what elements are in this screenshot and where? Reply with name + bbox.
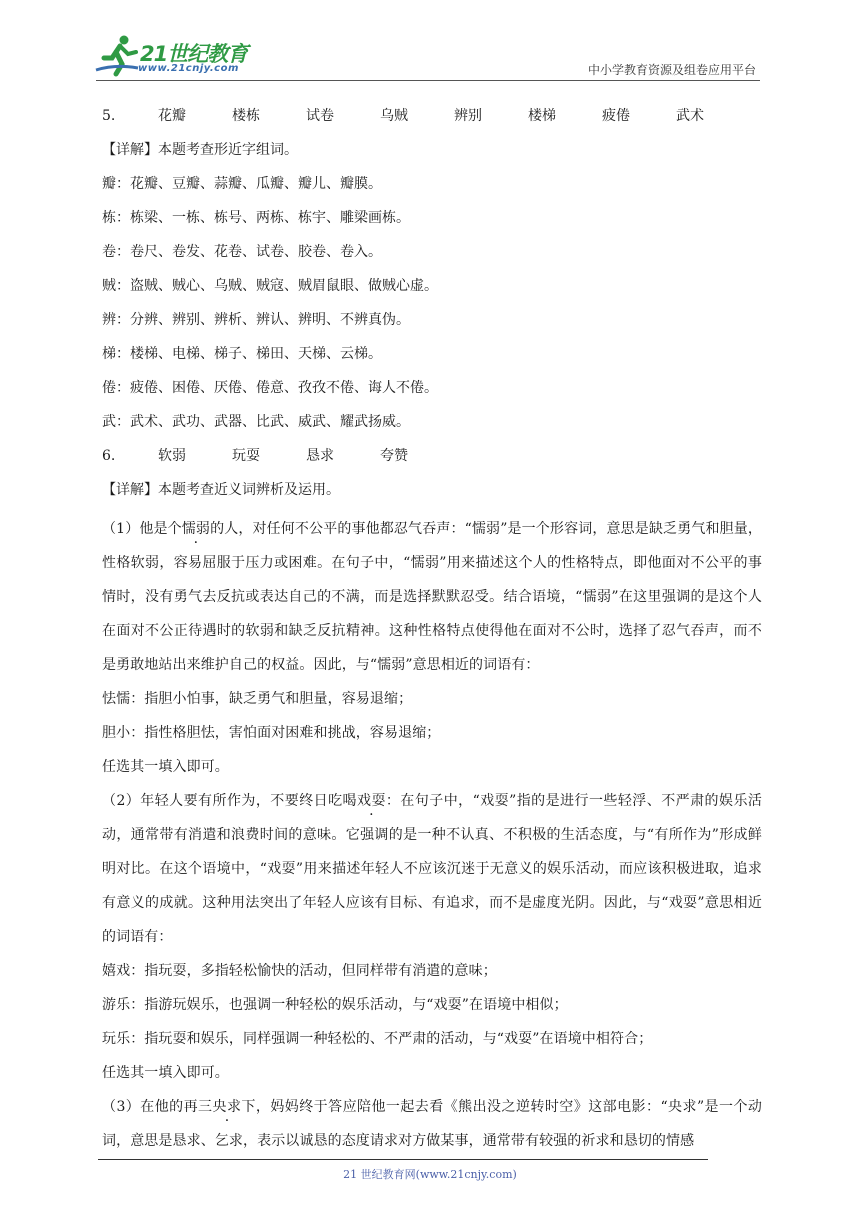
q6-detail: 【详解】本题考查近义词辨析及运用。	[102, 482, 340, 498]
page-footer: 21 世纪教育网(www.21cnjy.com)	[343, 1168, 517, 1181]
q6-word: 玩耍	[232, 448, 260, 464]
runner-icon	[94, 34, 142, 78]
q5-group: 瓣：花瓣、豆瓣、蒜瓣、瓜瓣、瓣儿、瓣膜。	[102, 176, 382, 192]
q6-explanation	[102, 512, 762, 1158]
q5-word: 乌贼	[380, 108, 408, 124]
q6-part3-paragraph	[102, 1090, 762, 1158]
platform-title: 中小学教育资源及组卷应用平台	[587, 63, 756, 77]
q6-part2-item: 游乐：指游玩娱乐，也强调一种轻松的娱乐活动，与“戏耍”在语境中相似；	[102, 997, 568, 1013]
q5-word: 试卷	[306, 108, 334, 124]
q5-number: 5.	[102, 108, 116, 124]
q6-part2-body: ：在句子中，“戏耍”指的是进行一些轻浮、不严肃的娱乐活动，通常带有消遣和浪费时间的意味。它强调的是一种不认真、不积极的生活态度，与“有所作为”形成鲜明对比。在这个语境中，“戏耍”用来描述年轻人不应该沉迷于无意义的娱乐活动，而应该积极进取，追求有意义的成就。这种用法突出了年轻人应该有目标、有追求，而不是虚度光阴。因此，与“戏耍”意思相近的词语有：	[102, 793, 762, 945]
q5-word: 疲倦	[602, 108, 630, 124]
answer-content	[102, 104, 762, 1158]
q6-part2-item: 任选其一填入即可。	[102, 1065, 229, 1081]
q6-part1-item: 胆小：指性格胆怯，害怕面对困难和挑战，容易退缩；	[102, 725, 441, 741]
q5-group: 栋：栋梁、一栋、栋号、两栋、栋宇、雕梁画栋。	[102, 210, 410, 226]
emphasized-word: 戏耍	[357, 793, 386, 809]
q5-detail: 【详解】本题考查形近字组词。	[102, 142, 298, 158]
emphasized-word: 央求	[212, 1099, 242, 1115]
q5-word: 辨别	[454, 108, 482, 124]
q6-answer-row	[102, 444, 762, 478]
header-divider	[96, 80, 760, 81]
q6-word: 软弱	[158, 448, 186, 464]
q6-part1-item: 任选其一填入即可。	[102, 759, 229, 775]
q6-part1-paragraph	[102, 512, 762, 682]
q5-word: 花瓣	[158, 108, 186, 124]
q6-part1-body: 的人，对任何不公平的事他都忍气吞声：“懦弱”是一个形容词，意思是缺乏勇气和胆量，性格软弱，容易屈服于压力或困难。在句子中，“懦弱”用来描述这个人的性格特点，即他面对不公平的事情时，没有勇气去反抗或表达自己的不满，而是选择默默忍受。结合语境，“懦弱”在这里强调的是这个人在面对不公正待遇时的软弱和缺乏反抗精神。这种性格特点使得他在面对不公时，选择了忍气吞声，而不是勇敢地站出来维护自己的权益。因此，与“懦弱”意思相近的词语有：	[102, 521, 763, 673]
q6-part2-paragraph	[102, 784, 762, 954]
emphasized-word: 懦弱	[181, 521, 211, 537]
q5-group: 辨：分辨、辨别、辨析、辨认、辨明、不辨真伪。	[102, 312, 410, 328]
q6-part2-item: 玩乐：指玩耍和娱乐，同样强调一种轻松的、不严肃的活动，与“戏耍”在语境中相符合；	[102, 1031, 653, 1047]
logo-text: 21世纪教育	[140, 42, 248, 66]
q5-word: 楼梯	[528, 108, 556, 124]
footer-divider	[98, 1159, 708, 1160]
q5-answer-row	[102, 104, 762, 138]
q6-part1-item: 怯懦：指胆小怕事，缺乏勇气和胆量，容易退缩；	[102, 691, 413, 707]
q6-number: 6.	[102, 448, 116, 464]
q6-part2-lead: （2）年轻人要有所作为，不要终日吃喝	[102, 793, 357, 809]
q6-part2-item: 嬉戏：指玩耍，多指轻松愉快的活动，但同样带有消遣的意味；	[102, 963, 497, 979]
q5-group: 卷：卷尺、卷发、花卷、试卷、胶卷、卷入。	[102, 244, 382, 260]
q5-group: 梯：楼梯、电梯、梯子、梯田、天梯、云梯。	[102, 346, 382, 362]
q5-group: 武：武术、武功、武器、比武、威武、耀武扬威。	[102, 414, 410, 430]
site-logo	[94, 34, 264, 78]
q6-part3-lead: （3）在他的再三	[102, 1099, 213, 1115]
q6-word: 夸赞	[380, 448, 408, 464]
page-header	[0, 0, 860, 90]
q5-group: 贼：盗贼、贼心、乌贼、贼寇、贼眉鼠眼、做贼心虚。	[102, 278, 438, 294]
q5-word: 楼栋	[232, 108, 260, 124]
q6-part3-body: 下，妈妈终于答应陪他一起去看《熊出没之逆转时空》这部电影：“央求”是一个动词，意思是恳求、乞求，表示以诚恳的态度请求对方做某事，通常带有较强的祈求和恳切的情感	[102, 1099, 763, 1149]
logo-url: www.21cnjy.com	[138, 63, 239, 74]
q5-group: 倦：疲倦、困倦、厌倦、倦意、孜孜不倦、诲人不倦。	[102, 380, 438, 396]
q6-word: 恳求	[306, 448, 334, 464]
q6-part1-lead: （1）他是个	[102, 521, 182, 537]
q5-word: 武术	[676, 108, 704, 124]
